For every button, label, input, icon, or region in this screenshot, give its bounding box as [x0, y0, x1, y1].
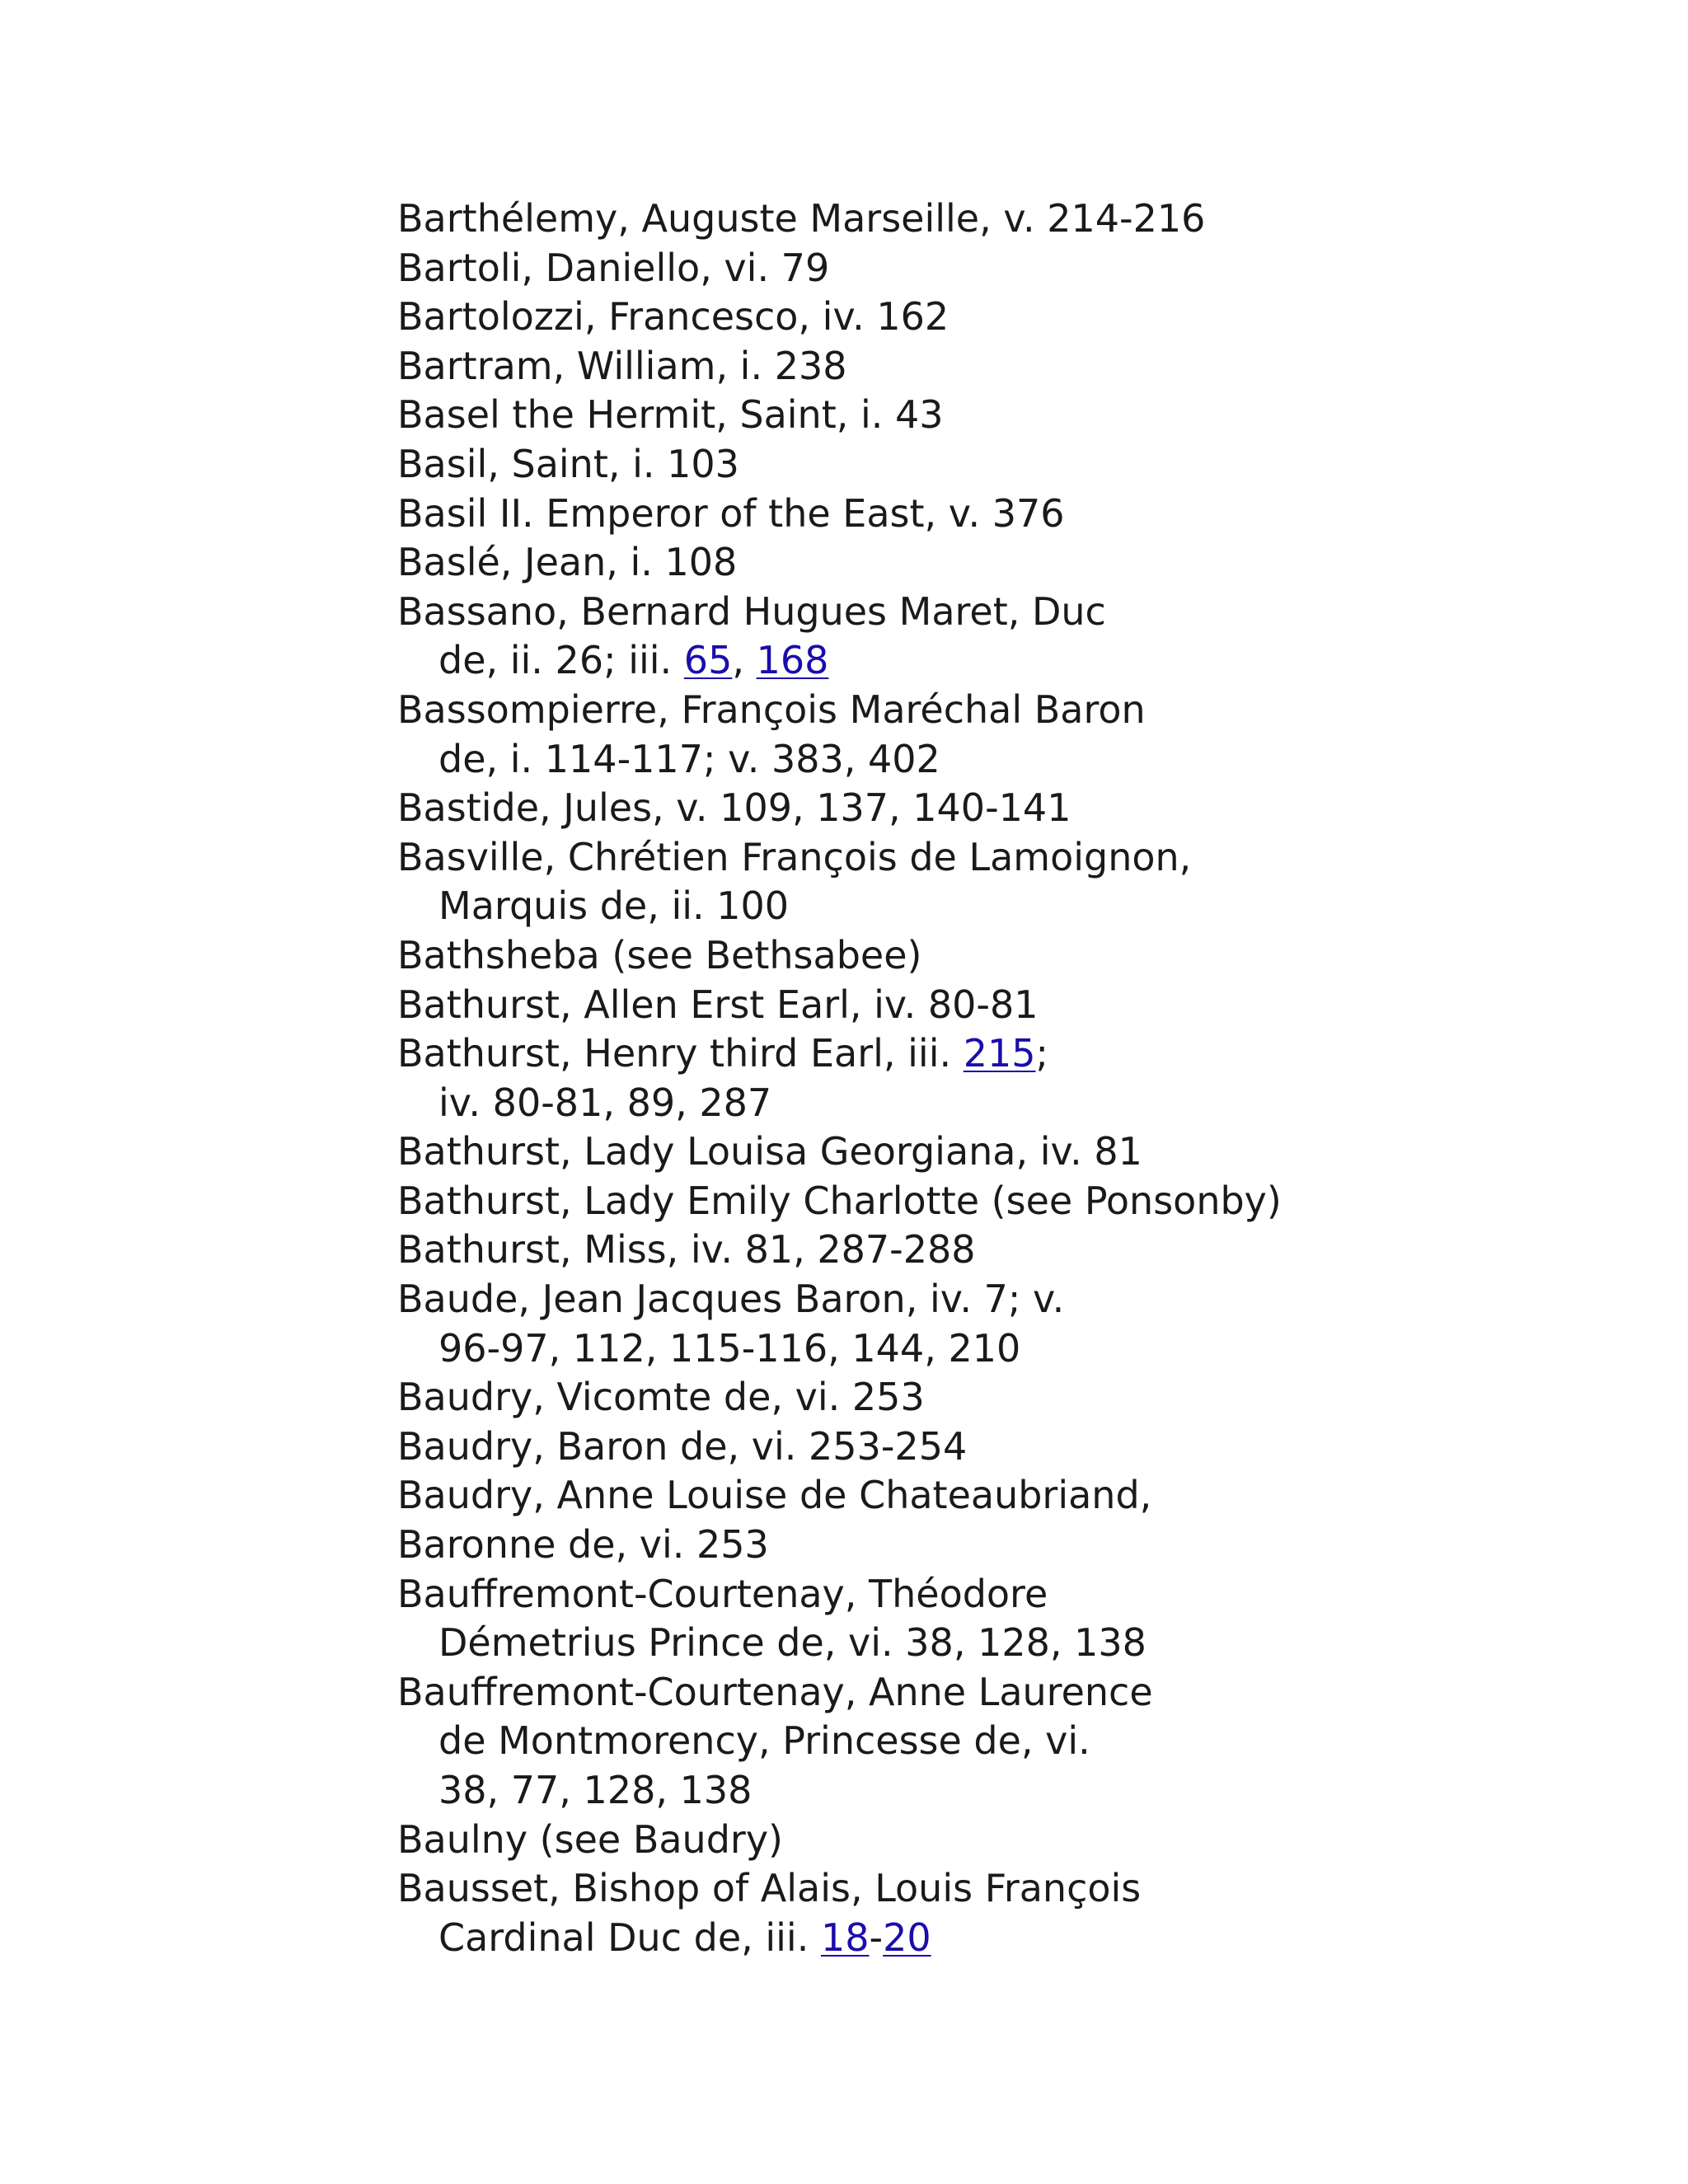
entry-text: Bassano, Bernard Hugues Maret, Duc [397, 588, 1106, 634]
entry-text: Bartram, William, i. 238 [397, 343, 847, 388]
entry-text: Bathurst, Allen Erst Earl, iv. 80-81 [397, 982, 1039, 1027]
entry-text: Baudry, Vicomte de, vi. 253 [397, 1375, 925, 1420]
index-entry [397, 1177, 1634, 1226]
entry-text: de, i. 114-117; v. 383, 402 [438, 736, 940, 781]
index-entry [397, 981, 1634, 1030]
index-entry [397, 1570, 1634, 1619]
index-entry [397, 1668, 1634, 1718]
entry-text: ; [1035, 1031, 1049, 1076]
entry-text: Bathsheba (see Bethsabee) [397, 932, 922, 977]
index-entry-continuation [397, 636, 1634, 686]
entry-text: 38, 77, 128, 138 [438, 1768, 753, 1812]
index-entry [397, 244, 1634, 293]
index-entry [397, 686, 1634, 735]
index-entry [397, 1864, 1634, 1914]
entry-text: Baslé, Jean, i. 108 [397, 540, 738, 585]
entry-text: Cardinal Duc de, iii. [438, 1915, 821, 1960]
entry-text: Baulny (see Baudry) [397, 1816, 783, 1862]
index-entry [397, 1422, 1634, 1472]
index-page [397, 194, 1634, 1962]
entry-text: Démetrius Prince de, vi. 38, 128, 138 [438, 1620, 1146, 1666]
entry-text: Basil II. Emperor of the East, v. 376 [397, 490, 1065, 536]
entry-text: Baudry, Anne Louise de Chateaubriand, [397, 1473, 1152, 1518]
index-entry [397, 1226, 1634, 1275]
index-entry [397, 588, 1634, 637]
entry-text: Bausset, Bishop of Alais, Louis François [397, 1866, 1142, 1911]
index-entry [397, 1521, 1634, 1570]
entry-text: Bartoli, Daniello, vi. 79 [397, 245, 830, 290]
entry-text: Baronne de, vi. 253 [397, 1522, 769, 1568]
entry-text: iv. 80-81, 89, 287 [438, 1080, 772, 1125]
index-entry [397, 490, 1634, 539]
index-entry [397, 1471, 1634, 1521]
index-entry [397, 1816, 1634, 1865]
index-entry [397, 833, 1634, 883]
index-entry-continuation [397, 1324, 1634, 1374]
entry-text: - [869, 1915, 884, 1960]
index-entry [397, 391, 1634, 440]
page-link[interactable]: 20 [883, 1915, 931, 1960]
index-entry-continuation [397, 1619, 1634, 1668]
index-entry-continuation [397, 882, 1634, 931]
entry-text: Bartolozzi, Francesco, iv. 162 [397, 294, 950, 340]
index-entry [397, 293, 1634, 342]
index-entry [397, 931, 1634, 981]
index-entry [397, 1029, 1634, 1079]
page-link[interactable]: 65 [683, 638, 733, 683]
entry-text: Bassompierre, François Maréchal Baron [397, 687, 1146, 732]
index-entry [397, 784, 1634, 833]
entry-text: Bathurst, Lady Emily Charlotte (see Ponsonby) [397, 1178, 1282, 1223]
page-link[interactable]: 18 [820, 1915, 870, 1960]
index-entry [397, 1373, 1634, 1422]
entry-text: Basville, Chrétien François de Lamoignon, [397, 834, 1192, 879]
entry-text: Bathurst, Miss, iv. 81, 287-288 [397, 1227, 976, 1272]
index-entry-continuation [397, 1914, 1634, 1963]
page-link[interactable]: 168 [756, 638, 829, 683]
entry-text: Basil, Saint, i. 103 [397, 441, 739, 486]
entry-text: Marquis de, ii. 100 [438, 883, 790, 929]
index-entry [397, 342, 1634, 391]
entry-text: 96-97, 112, 115-116, 144, 210 [438, 1325, 1021, 1371]
index-entry [397, 194, 1634, 244]
entry-text: de Montmorency, Princesse de, vi. [438, 1718, 1090, 1764]
entry-text: Bauffremont-Courtenay, Théodore [397, 1571, 1048, 1616]
page-link[interactable]: 215 [963, 1031, 1036, 1076]
entry-text: Barthélemy, Auguste Marseille, v. 214-216 [397, 196, 1206, 241]
index-entry-continuation [397, 1079, 1634, 1128]
entry-text: Baudry, Baron de, vi. 253-254 [397, 1423, 968, 1469]
index-entry-continuation [397, 735, 1634, 785]
index-entry-continuation [397, 1766, 1634, 1816]
entry-text: Bauffremont-Courtenay, Anne Laurence [397, 1669, 1153, 1714]
entry-text: Bathurst, Henry third Earl, iii. [397, 1031, 964, 1076]
entry-text: , [732, 638, 757, 683]
entry-text: Basel the Hermit, Saint, i. 43 [397, 392, 944, 438]
entry-text: Baude, Jean Jacques Baron, iv. 7; v. [397, 1277, 1065, 1322]
index-entry [397, 538, 1634, 588]
index-entry-continuation [397, 1717, 1634, 1766]
entry-text: de, ii. 26; iii. [438, 638, 684, 683]
entry-text: Bastide, Jules, v. 109, 137, 140-141 [397, 785, 1071, 831]
index-entry [397, 1275, 1634, 1324]
index-entry [397, 1127, 1634, 1177]
index-entry [397, 440, 1634, 490]
entry-text: Bathurst, Lady Louisa Georgiana, iv. 81 [397, 1129, 1142, 1174]
